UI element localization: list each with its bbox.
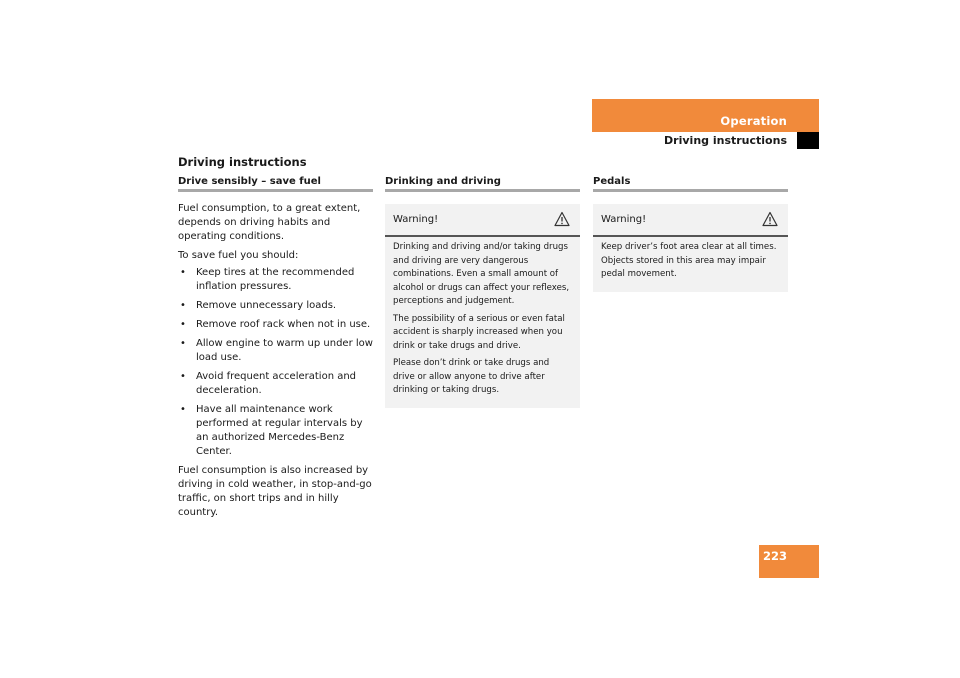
list-item	[178, 318, 373, 332]
bullet-marker: •	[180, 267, 186, 278]
fuel-tips-list	[178, 266, 373, 459]
warning-title: Warning!	[601, 214, 647, 225]
page-title: Driving instructions	[178, 155, 307, 169]
warning-box-drinking	[385, 204, 580, 408]
warning-triangle-icon	[762, 211, 778, 231]
section-heading-pedals: Pedals	[593, 175, 788, 192]
column-fuel	[178, 175, 373, 520]
bullet-marker: •	[180, 404, 186, 415]
warning-title: Warning!	[393, 214, 439, 225]
section-heading-drinking: Drinking and driving	[385, 175, 580, 192]
bullet-marker: •	[180, 319, 186, 330]
page-number: 223	[762, 549, 787, 563]
header-marker	[797, 132, 819, 149]
warning-header	[385, 204, 580, 237]
header-section-box	[592, 99, 819, 132]
bullet-marker: •	[180, 338, 186, 349]
list-item	[178, 337, 373, 365]
list-item	[178, 403, 373, 459]
list-item-text: Keep tires at the recommended inflation pressures.	[196, 267, 355, 292]
section-heading-fuel: Drive sensibly – save fuel	[178, 175, 373, 192]
warning-paragraph: Keep driver’s foot area clear at all times. Objects stored in this area may impair pedal movement.	[601, 242, 777, 279]
warning-body	[385, 237, 580, 408]
page-number-box	[759, 545, 819, 578]
fuel-closing-text: Fuel consumption is also increased by driving in cold weather, in stop-and-go traffic, on short trips and in hilly country.	[178, 465, 372, 518]
list-item-text: Have all maintenance work performed at regular intervals by an authorized Mercedes-Benz Center.	[196, 404, 363, 457]
bullet-marker: •	[180, 371, 186, 382]
list-item	[178, 299, 373, 313]
warning-paragraph: The possibility of a serious or even fatal accident is sharply increased when you drink or take drugs and drive.	[393, 313, 565, 351]
list-item-text: Remove roof rack when not in use.	[196, 319, 371, 330]
fuel-intro-text: Fuel consumption, to a great extent, depends on driving habits and operating conditions.	[178, 203, 361, 242]
list-item	[178, 370, 373, 398]
warning-header	[593, 204, 788, 237]
header-section-title: Operation	[720, 114, 787, 128]
warning-paragraph: Drinking and driving and/or taking drugs and driving are very dangerous combinations. Even a small amount of alcohol or drugs can affect your reflexes, perceptions and judgement.	[393, 242, 570, 306]
list-item	[178, 266, 373, 294]
header-subsection-title: Driving instructions	[664, 134, 787, 147]
warning-paragraph: Please don’t drink or take drugs and drive or allow anyone to drive after drinking or taking drugs.	[393, 358, 550, 395]
fuel-lead-text: To save fuel you should:	[178, 250, 299, 261]
column-drinking	[385, 175, 580, 408]
bullet-marker: •	[180, 300, 186, 311]
column-pedals	[593, 175, 788, 292]
warning-body	[593, 237, 788, 292]
list-item-text: Allow engine to warm up under low load use.	[196, 338, 373, 363]
list-item-text: Remove unnecessary loads.	[196, 300, 337, 311]
warning-triangle-icon	[554, 211, 570, 231]
warning-box-pedals	[593, 204, 788, 292]
list-item-text: Avoid frequent acceleration and deceleration.	[196, 371, 357, 396]
